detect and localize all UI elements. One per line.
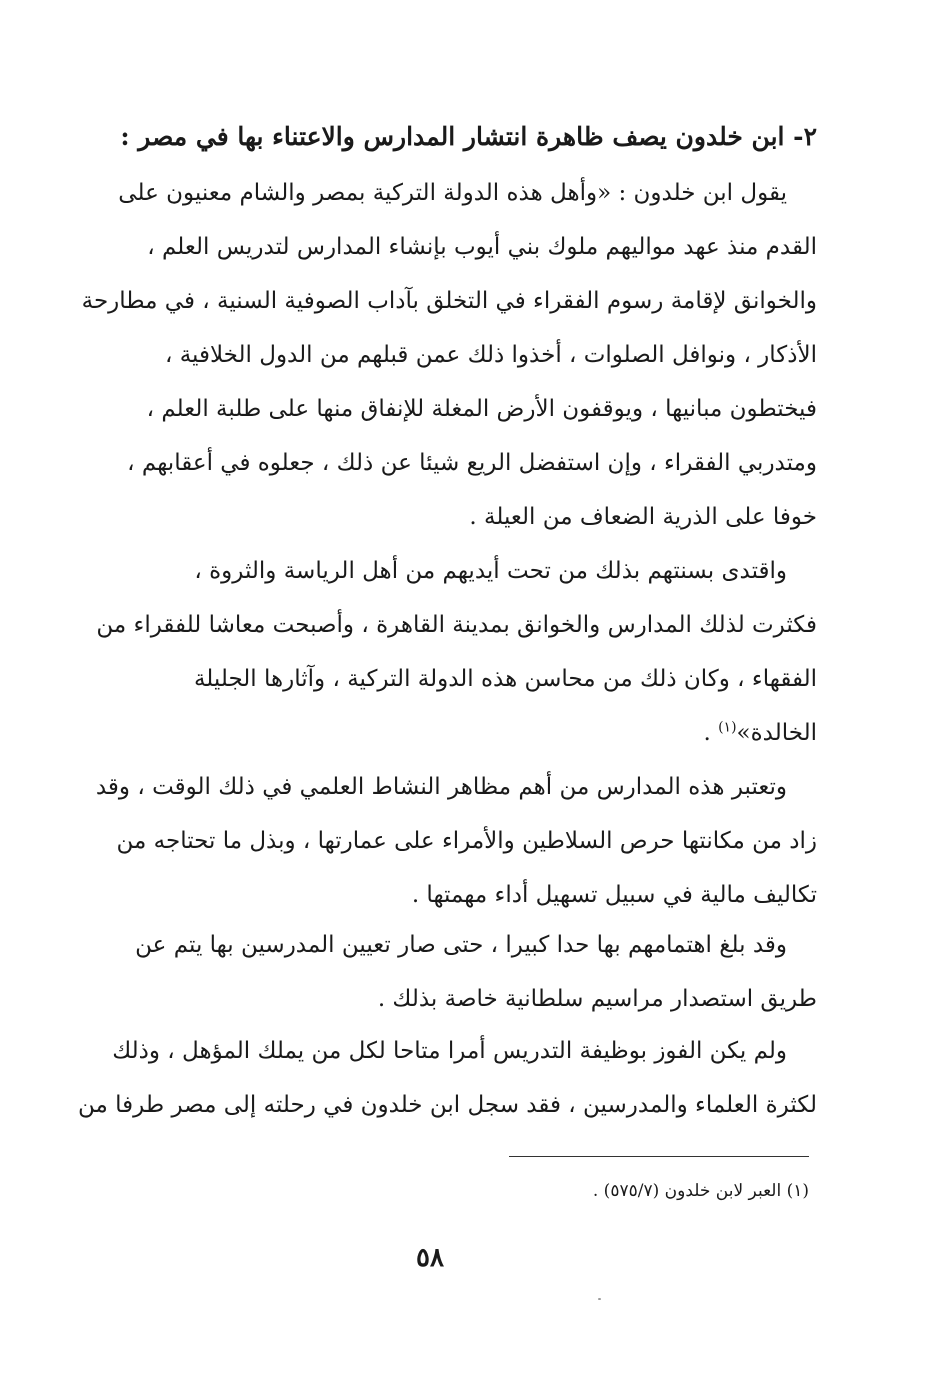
- text-line: يقول ابن خلدون : «وأهل هذه الدولة التركية بمصر والشام معنيون على: [118, 180, 787, 206]
- section-heading: ٢- ابن خلدون يصف ظاهرة انتشار المدارس والاعتناء بها في مصر :: [120, 122, 817, 151]
- text-fragment: .: [703, 720, 719, 746]
- text-line: فكثرت لذلك المدارس والخوانق بمدينة القاهرة ، وأصبحت معاشا للفقراء من: [96, 612, 817, 638]
- text-line: وقد بلغ اهتمامهم بها حدا كبيرا ، حتى صار تعيين المدرسين بها يتم عن: [135, 932, 787, 958]
- text-line: زاد من مكانتها حرص السلاطين والأمراء على عمارتها ، وبذل ما تحتاجه من: [116, 828, 817, 854]
- paragraph-1: [65, 166, 817, 544]
- text-line: وتعتبر هذه المدارس من أهم مظاهر النشاط العلمي في ذلك الوقت ، وقد: [95, 774, 787, 800]
- text-line: فيختطون مبانيها ، ويوقفون الأرض المغلة للإنفاق منها على طلبة العلم ،: [146, 396, 817, 422]
- text-line: تكاليف مالية في سبيل تسهيل أداء مهمتها .: [411, 882, 817, 908]
- paragraph-2: [65, 544, 817, 760]
- text-line: القدم منذ عهد مواليهم ملوك بني أيوب بإنشاء المدارس لتدريس العلم ،: [147, 234, 817, 260]
- page-number: ٥٨: [416, 1243, 444, 1273]
- text-line: واقتدى بسنتهم بذلك من تحت أيديهم من أهل الرياسة والثروة ،: [194, 558, 787, 584]
- text-line: ولم يكن الفوز بوظيفة التدريس أمرا متاحا لكل من يملك المؤهل ، وذلك: [112, 1038, 787, 1064]
- footnote: (١) العبر لابن خلدون (٥٧٥/٧) .: [592, 1181, 809, 1201]
- paragraph-4: [65, 918, 817, 1026]
- text-line: الفقهاء ، وكان ذلك من محاسن هذه الدولة التركية ، وآثارها الجليلة: [193, 666, 817, 692]
- text-line: خوفا على الذرية الضعاف من العيلة .: [469, 504, 817, 530]
- text-line-with-footnote: [65, 706, 817, 760]
- text-line: لكثرة العلماء والمدرسين ، فقد سجل ابن خلدون في رحلته إلى مصر طرفا من: [78, 1092, 817, 1118]
- footnote-divider: [509, 1156, 809, 1157]
- paragraph-3: [65, 760, 817, 922]
- paragraph-5: [65, 1024, 817, 1132]
- footnote-reference: (١): [718, 719, 737, 736]
- text-line: ومتدربي الفقراء ، وإن استفضل الريع شيئا عن ذلك ، جعلوه في أعقابهم ،: [127, 450, 817, 476]
- text-fragment: الخالدة»: [736, 720, 817, 746]
- text-line: والخوانق لإقامة رسوم الفقراء في التخلق بآداب الصوفية السنية ، في مطارحة: [81, 288, 817, 314]
- text-line: طريق استصدار مراسيم سلطانية خاصة بذلك .: [377, 986, 817, 1012]
- scan-speck: [598, 1298, 601, 1300]
- text-line: الأذكار ، ونوافل الصلوات ، أخذوا ذلك عمن قبلهم من الدول الخلافية ،: [164, 342, 817, 368]
